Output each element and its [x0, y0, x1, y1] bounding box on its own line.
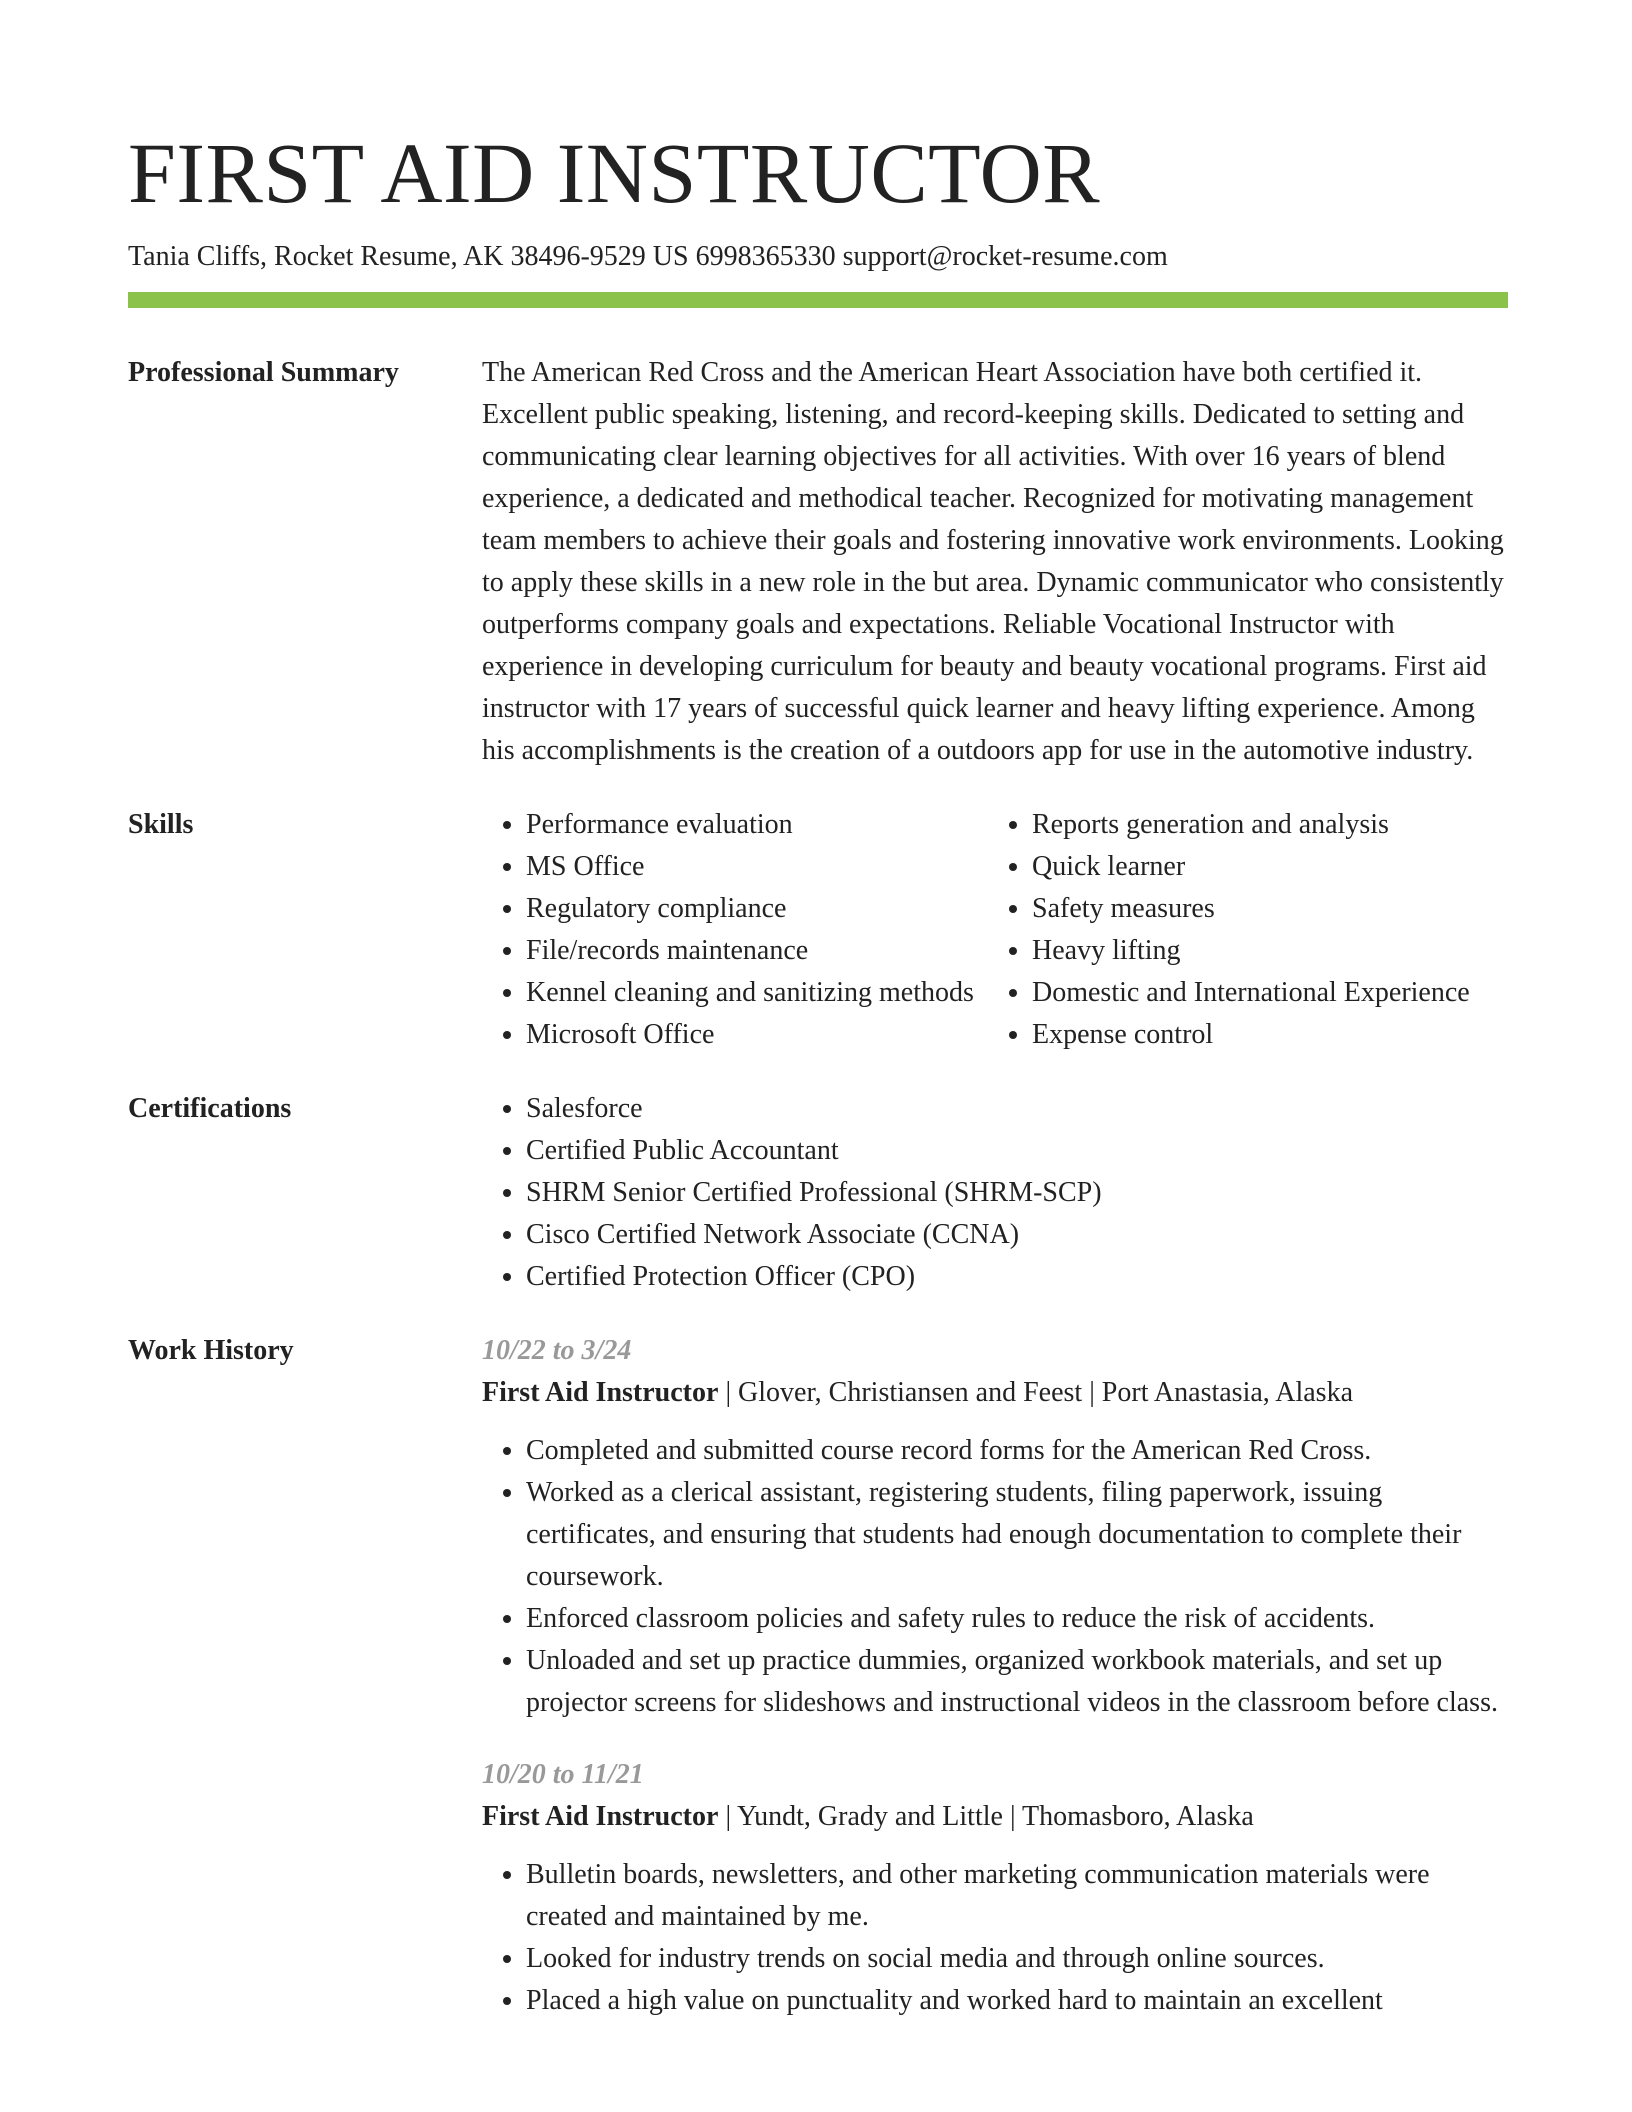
skill-item: • MS Office	[526, 846, 988, 888]
job-header	[482, 1796, 1508, 1838]
skill-item: • Regulatory compliance	[526, 888, 988, 930]
job-bullet: • Bulletin boards, newsletters, and other marketing communication materials were created and maintained by me.	[526, 1854, 1508, 1938]
job-bullet: • Worked as a clerical assistant, registering students, filing paperwork, issuing certificates, and ensuring that students had enough documentation to complete their coursework.	[526, 1472, 1508, 1598]
job-entry	[482, 1330, 1508, 1724]
job-title: First Aid Instructor	[482, 1377, 719, 1408]
skills-section	[128, 804, 1508, 1056]
skill-item: • Microsoft Office	[526, 1014, 988, 1056]
skill-item: • Kennel cleaning and sanitizing methods	[526, 972, 988, 1014]
skills-list-left	[482, 804, 988, 1056]
certification-item: • Cisco Certified Network Associate (CCNA)	[526, 1214, 1508, 1256]
certifications-heading: Certifications	[128, 1093, 292, 1124]
page-title: FIRST AID INSTRUCTOR	[128, 125, 1101, 221]
skill-item: • File/records maintenance	[526, 930, 988, 972]
job-dates: 10/20 to 11/21	[482, 1759, 644, 1790]
skill-item: • Domestic and International Experience	[1032, 972, 1470, 1014]
summary-section	[128, 352, 1508, 772]
job-title: First Aid Instructor	[482, 1801, 719, 1832]
skills-list-right	[988, 804, 1470, 1056]
job-bullet: • Placed a high value on punctuality and worked hard to maintain an excellent	[526, 1980, 1508, 2022]
job-entry	[482, 1754, 1508, 2022]
certification-item: • SHRM Senior Certified Professional (SHRM-SCP)	[526, 1172, 1508, 1214]
contact-line: Tania Cliffs, Rocket Resume, AK 38496-9529 US 6998365330 support@rocket-resume.com	[128, 241, 1168, 272]
job-bullet: • Looked for industry trends on social media and through online sources.	[526, 1938, 1508, 1980]
job-bullet: • Enforced classroom policies and safety rules to reduce the risk of accidents.	[526, 1598, 1508, 1640]
work-history-section	[128, 1330, 1508, 2052]
skill-item: • Quick learner	[1032, 846, 1470, 888]
job-employer-location: | Glover, Christiansen and Feest | Port Anastasia, Alaska	[718, 1377, 1353, 1408]
job-header	[482, 1372, 1508, 1414]
summary-text: The American Red Cross and the American Heart Association have both certified it. Excellent public speaking, listening, and record-keeping skills. Dedicated to setting and communicating clear learning objectives for all activities. With over 16 years of blend experience, a dedicated and methodical teacher. Recognized for motivating management team members to achieve their goals and fostering innovative work environments. Looking to apply these skills in a new role in the but area. Dynamic communicator who consistently outperforms company goals and expectations. Reliable Vocational Instructor with experience in developing curriculum for beauty and beauty vocational programs. First aid instructor with 17 years of successful quick learner and heavy lifting experience. Among his accomplishments is the creation of a outdoors app for use in the automotive industry.	[482, 357, 1504, 766]
certification-item: • Certified Protection Officer (CPO)	[526, 1256, 1508, 1298]
summary-heading: Professional Summary	[128, 357, 399, 388]
work-history-heading: Work History	[128, 1335, 294, 1366]
skills-heading: Skills	[128, 809, 194, 840]
skill-item: • Safety measures	[1032, 888, 1470, 930]
job-bullet: • Unloaded and set up practice dummies, organized workbook materials, and set up projector screens for slideshows and instructional videos in the classroom before class.	[526, 1640, 1508, 1724]
certifications-section	[128, 1088, 1508, 1298]
certifications-list	[482, 1088, 1508, 1298]
job-bullets	[482, 1430, 1508, 1724]
skill-item: • Performance evaluation	[526, 804, 988, 846]
job-employer-location: | Yundt, Grady and Little | Thomasboro, Alaska	[718, 1801, 1254, 1832]
certification-item: • Certified Public Accountant	[526, 1130, 1508, 1172]
header-divider	[128, 292, 1508, 308]
skill-item: • Expense control	[1032, 1014, 1470, 1056]
certification-item: • Salesforce	[526, 1088, 1508, 1130]
job-dates: 10/22 to 3/24	[482, 1335, 632, 1366]
skill-item: • Reports generation and analysis	[1032, 804, 1470, 846]
job-bullets	[482, 1854, 1508, 2022]
job-bullet: • Completed and submitted course record forms for the American Red Cross.	[526, 1430, 1508, 1472]
resume-page	[128, 0, 1508, 2052]
skill-item: • Heavy lifting	[1032, 930, 1470, 972]
